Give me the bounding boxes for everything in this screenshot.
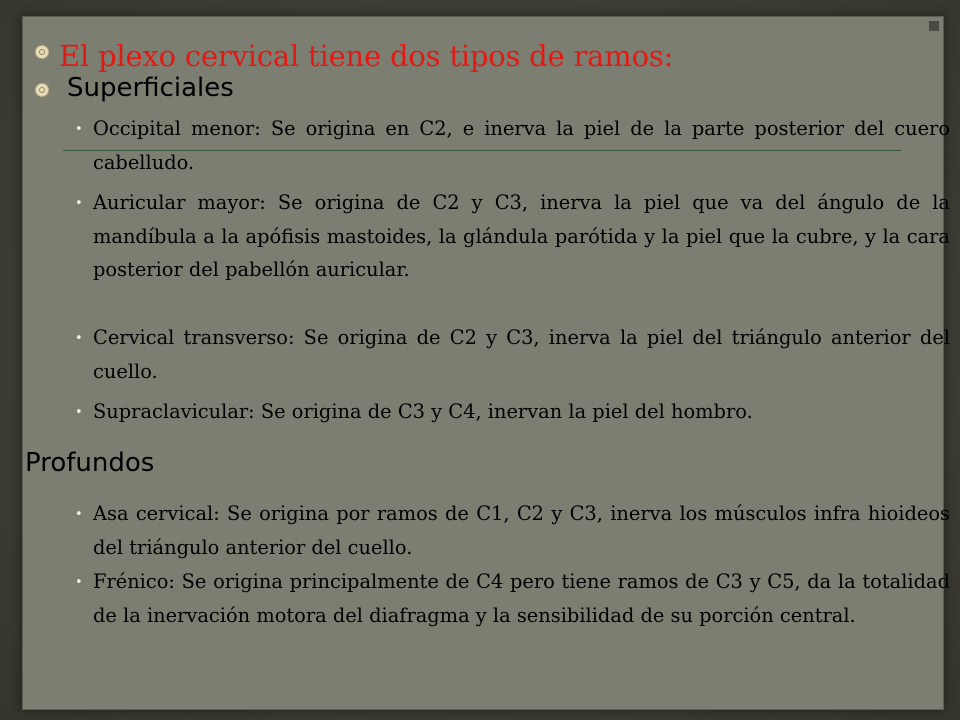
slide-title: El plexo cervical tiene dos tipos de ramos: — [59, 39, 674, 73]
list-item-occipital-menor: Occipital menor: Se origina en C2, e inerva la piel de la parte posterior del cuero cabelludo. — [93, 117, 950, 174]
item-bullet-icon: • — [75, 331, 83, 346]
section-heading-superficiales: Superficiales — [67, 73, 234, 103]
list-item-cervical-transverso: Cervical transverso: Se origina de C2 y C3, inerva la piel del triángulo anterior del cuello. — [93, 326, 950, 383]
section-bullet-icon — [35, 83, 49, 97]
title-bullet-icon — [35, 45, 49, 59]
item-bullet-icon: • — [75, 405, 83, 420]
item-bullet-icon: • — [75, 196, 83, 211]
list-item-asa-cervical: Asa cervical: Se origina por ramos de C1, C2 y C3, inerva los músculos infra hioideos del triángulo anterior del cuello. — [93, 502, 950, 559]
list-item-supraclavicular: Supraclavicular: Se origina de C3 y C4, inervan la piel del hombro. — [93, 400, 753, 423]
divider-line — [63, 150, 901, 151]
item-bullet-icon: • — [75, 575, 83, 590]
list-item-frenico: Frénico: Se origina principalmente de C4 pero tiene ramos de C3 y C5, da la totalidad de la inervación motora del diafragma y la sensibilidad de su porción central. — [93, 570, 950, 627]
item-bullet-icon: • — [75, 507, 83, 522]
list-item-auricular-mayor: Auricular mayor: Se origina de C2 y C3, inerva la piel que va del ángulo de la mandíbula a la apófisis mastoides, la glándula parótida y la piel que la cubre, y la cara posterior del pabellón auricular. — [93, 191, 950, 281]
slide-content — [23, 17, 950, 709]
item-bullet-icon: • — [75, 122, 83, 137]
slide-panel — [22, 16, 950, 710]
section-heading-profundos: Profundos — [25, 448, 155, 478]
